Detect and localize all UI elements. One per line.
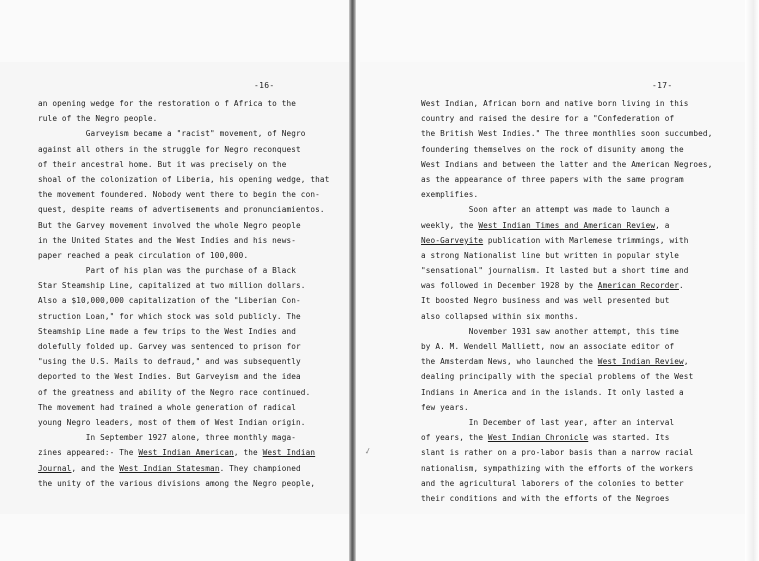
text-line xyxy=(421,491,712,506)
text-line xyxy=(38,126,329,141)
text-run: was followed in December 1928 by the xyxy=(421,281,598,291)
underlined-title: American Recorder xyxy=(597,281,680,291)
text-line xyxy=(421,354,712,369)
text-line xyxy=(421,202,712,217)
text-run: struction Loan," for which stock was sold publicly. The xyxy=(38,311,301,321)
text-line xyxy=(421,278,712,293)
page-edge xyxy=(745,0,759,561)
text-run: In September 1927 alone, three monthly maga- xyxy=(38,433,297,443)
text-run: rule of the Negro people. xyxy=(38,114,158,124)
text-run: It boosted Negro business and was well presented but xyxy=(421,296,670,306)
text-line xyxy=(421,369,712,384)
text-run: dealing principally with the special problems of the West xyxy=(421,372,694,382)
text-run: the movement foundered. Nobody went there to begin the con- xyxy=(38,190,320,200)
text-run: foundering themselves on the rock of disunity among the xyxy=(421,144,684,154)
text-run: the Amsterdam News, who launched the xyxy=(421,357,598,367)
text-line xyxy=(38,339,329,354)
text-line xyxy=(421,324,712,339)
text-run: of years, the xyxy=(421,433,488,443)
text-run: country and raised the desire for a "Confederation of xyxy=(421,114,675,124)
text-run: Indians in America and in the islands. It only lasted a xyxy=(421,387,684,397)
text-line xyxy=(421,233,712,248)
text-line xyxy=(421,445,712,460)
underlined-title: Neo-Garveyite xyxy=(421,235,484,245)
text-line xyxy=(38,324,329,339)
text-run: deported to the West Indies. But Garveyism and the idea xyxy=(38,372,301,382)
text-run: shoal of the colonization of Liberia, his opening wedge, that xyxy=(38,174,330,184)
text-line xyxy=(38,476,329,491)
underlined-title: West Indian American xyxy=(138,448,234,458)
text-line xyxy=(421,263,712,278)
text-line xyxy=(38,461,329,476)
text-run: Steamship Line made a few trips to the West Indies and xyxy=(38,326,297,336)
text-line xyxy=(38,157,329,172)
text-run: "using the U.S. Mails to defraud," and was subsequently xyxy=(38,357,301,367)
text-run: , a xyxy=(655,220,670,230)
left-page-number: -16- xyxy=(254,81,275,90)
text-run: nationalism, sympathizing with the efforts of the workers xyxy=(421,463,694,473)
text-run: West Indians and between the latter and the American Negroes, xyxy=(421,159,713,169)
text-line xyxy=(421,218,712,233)
right-page-body xyxy=(421,96,712,506)
text-line xyxy=(38,172,329,187)
text-line xyxy=(38,233,329,248)
text-line xyxy=(38,415,329,430)
text-run: , and the xyxy=(71,463,120,473)
text-line xyxy=(38,385,329,400)
text-run: of their ancestral home. But it was precisely on the xyxy=(38,159,287,169)
text-run: paper reached a peak circulation of 100,000. xyxy=(38,250,249,260)
underlined-title: Journal xyxy=(38,463,72,473)
text-run: "sensational" journalism. It lasted but a short time and xyxy=(421,266,689,276)
text-line xyxy=(421,157,712,172)
text-run: an opening wedge for the restoration o f Africa to the xyxy=(38,99,297,108)
text-run: and the agricultural laborers of the colonies to better xyxy=(421,478,684,488)
text-run: also collapsed within six months. xyxy=(421,311,579,321)
text-line xyxy=(38,354,329,369)
text-line xyxy=(38,293,329,308)
text-line xyxy=(38,218,329,233)
text-run: . They championed xyxy=(219,463,301,473)
text-run: In December of last year, after an interval xyxy=(421,417,675,427)
text-run: in the United States and the West Indies and his news- xyxy=(38,235,297,245)
text-line xyxy=(421,172,712,187)
text-run: dolefully folded up. Garvey was sentenced to prison for xyxy=(38,342,301,351)
text-line xyxy=(421,430,712,445)
underlined-title: West Indian Chronicle xyxy=(487,433,589,443)
underlined-title: West Indian Review xyxy=(597,357,684,367)
text-run: , the xyxy=(233,448,263,458)
underlined-title: West Indian Times and American Review xyxy=(478,220,656,230)
text-run: The movement had trained a whole generation of radical xyxy=(38,402,297,412)
pencil-check-mark: ✓ xyxy=(363,445,373,458)
text-run: slant is rather on a pro-labor basis than a narrow racial xyxy=(421,448,694,458)
text-line xyxy=(421,385,712,400)
left-page-body xyxy=(38,96,329,491)
text-run: exemplifies. xyxy=(421,190,479,200)
text-line xyxy=(38,142,329,157)
text-run: publication with Marlemese trimmings, with xyxy=(483,235,689,245)
text-run: was started. Its xyxy=(588,433,670,443)
text-line xyxy=(38,248,329,263)
text-line xyxy=(421,111,712,126)
text-line xyxy=(421,415,712,430)
text-run: Star Steamship Line, capitalized at two million dollars. xyxy=(38,281,306,291)
text-line xyxy=(38,369,329,384)
underlined-title: West Indian xyxy=(262,448,316,458)
text-line xyxy=(38,309,329,324)
text-run: . xyxy=(679,281,684,291)
text-run: their conditions and with the efforts of the Negroes xyxy=(421,493,670,503)
text-line xyxy=(38,96,329,111)
text-line xyxy=(38,445,329,460)
text-run: as the appearance of three papers with the same program xyxy=(421,174,684,184)
right-page-number: -17- xyxy=(652,81,673,90)
text-line xyxy=(421,400,712,415)
text-run: quest, despite reams of advertisements and pronunciamientos. xyxy=(38,205,325,215)
text-run: the British West Indies." The three monthlies soon succumbed, xyxy=(421,129,713,139)
text-line xyxy=(421,309,712,324)
text-line xyxy=(38,111,329,126)
text-line xyxy=(421,461,712,476)
text-line xyxy=(421,142,712,157)
text-line xyxy=(38,430,329,445)
text-run: Part of his plan was the purchase of a Black xyxy=(38,266,297,276)
text-run: But the Garvey movement involved the whole Negro people xyxy=(38,220,301,230)
text-line xyxy=(421,187,712,202)
text-run: weekly, the xyxy=(421,220,479,230)
text-line xyxy=(421,476,712,491)
text-run: against all others in the struggle for Negro reconquest xyxy=(38,144,301,154)
text-run: , xyxy=(683,357,689,367)
text-line xyxy=(421,248,712,263)
book-gutter xyxy=(349,0,356,561)
text-run: zines appeared:- The xyxy=(38,448,139,458)
text-run: West Indian, African born and native born living in this xyxy=(421,99,689,108)
text-run: young Negro leaders, most of them of West Indian origin. xyxy=(38,417,306,427)
text-run: of the greatness and ability of the Negro race continued. xyxy=(38,387,311,397)
text-line xyxy=(421,339,712,354)
text-run: few years. xyxy=(421,402,469,412)
text-run: November 1931 saw another attempt, this time xyxy=(421,326,680,336)
text-line xyxy=(421,293,712,308)
text-run: by A. M. Wendell Malliett, now an associate editor of xyxy=(421,342,675,351)
text-run: Soon after an attempt was made to launch a xyxy=(421,205,670,215)
text-line xyxy=(38,400,329,415)
text-line xyxy=(421,96,712,111)
text-line xyxy=(38,202,329,217)
text-run: Also a $10,000,000 capitalization of the "Liberian Con- xyxy=(38,296,301,306)
text-run: Garveyism became a "racist" movement, of Negro xyxy=(38,129,306,139)
text-line xyxy=(421,126,712,141)
text-line xyxy=(38,278,329,293)
text-line xyxy=(38,187,329,202)
text-run: the unity of the various divisions among the Negro people, xyxy=(38,478,316,488)
text-line xyxy=(38,263,329,278)
underlined-title: West Indian Statesman xyxy=(119,463,220,473)
text-run: a strong Nationalist line but written in popular style xyxy=(421,250,680,260)
